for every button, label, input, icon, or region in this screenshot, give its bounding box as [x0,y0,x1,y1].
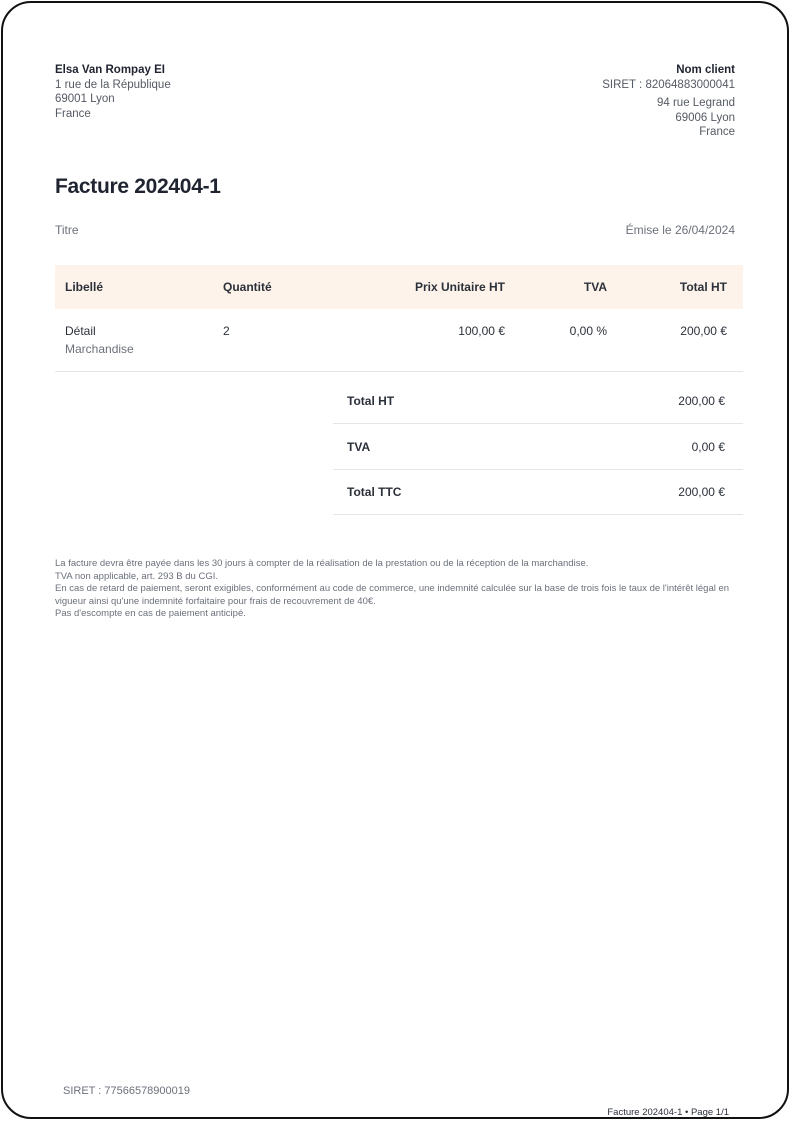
row-vat: 0,00 % [569,324,607,338]
sender-address-line2: 69001 Lyon [55,93,115,105]
client-siret: SIRET : 82064883000041 [602,78,735,91]
invoice-issue-date: Émise le 26/04/2024 [625,223,735,237]
row-total: 200,00 € [680,324,727,338]
sender-address-line1: 1 rue de la République [55,78,171,91]
totals-divider [333,469,743,470]
row-label: Détail [65,324,96,338]
note-discount: Pas d'escompte en cas de paiement anticipé. [55,608,246,619]
invoice-page [1,1,789,1119]
table-header-bar [55,265,743,309]
sender-country: France [55,107,91,120]
row-quantity: 2 [223,324,230,338]
totals-divider [333,514,743,515]
footer-page-number: Facture 202404-1 • Page 1/1 [607,1107,729,1118]
total-vat-value: 0,00 € [691,440,725,454]
totals-divider [333,423,743,424]
client-address-line2: 69006 Lyon [675,111,735,124]
total-ttc-label: Total TTC [347,485,402,499]
note-payment-terms: La facture devra être payée dans les 30 jours à compter de la réalisation de la prestation ou de la réception de la marchandise. [55,558,589,569]
sender-block [55,63,171,121]
invoice-subtitle: Titre [55,223,79,237]
total-ttc-value: 200,00 € [678,485,725,499]
client-name: Nom client [676,64,735,76]
sender-name: Elsa Van Rompay EI [55,64,165,76]
total-vat-label: TVA [347,440,371,454]
invoice-title: Facture 202404-1 [55,175,221,198]
footer-siret: SIRET : 77566578900019 [63,1085,191,1097]
client-block [602,63,735,140]
total-ht-label: Total HT [347,394,395,408]
client-address-line1: 94 rue Legrand [656,97,735,109]
row-unit-price: 100,00 € [458,324,505,338]
note-late-payment: En cas de retard de paiement, seront exigibles, conformément au code de commerce, une indemnité calculée sur la base de trois fois le taux de l'intérêt légal en vigueur ainsi qu'une indemnité forfaitaire pour frais de recouvrement de 40€. [55,583,730,607]
header-label: Libellé [65,280,104,294]
row-divider [55,371,743,372]
note-vat-exemption: TVA non applicable, art. 293 B du CGI. [55,570,219,582]
header-vat: TVA [583,280,607,294]
header-quantity: Quantité [223,280,272,294]
total-ht-value: 200,00 € [678,394,725,408]
header-total: Total HT [679,280,727,294]
header-unit-price: Prix Unitaire HT [414,280,505,294]
payment-notes [55,558,745,621]
client-country: France [699,126,735,138]
row-sublabel: Marchandise [65,342,134,356]
